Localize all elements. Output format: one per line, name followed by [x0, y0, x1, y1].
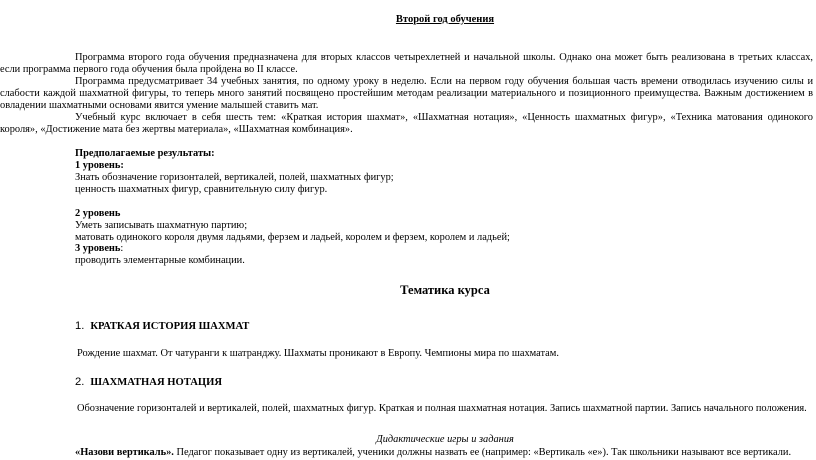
level-2-line: Уметь записывать шахматную партию; [75, 220, 248, 231]
topic-1-heading [75, 320, 249, 333]
document-title: Второй год обучения [395, 14, 495, 25]
topic-1-title: КРАТКАЯ ИСТОРИЯ ШАХМАТ [90, 321, 250, 332]
topic-2-title: ШАХМАТНАЯ НОТАЦИЯ [90, 377, 223, 388]
level-3-line: проводить элементарные комбинации. [75, 255, 245, 266]
level-2-label: 2 уровень [75, 208, 121, 219]
intro-paragraph-1: Программа второго года обучения предназначена для вторых классов четырехлетней и начальной школы. Однако она может быть реализована в третьих классах, если программа первого года обучения была пройдена во II классе. [0, 52, 813, 76]
intro-paragraph-3: Учебный курс включает в себя шесть тем: «Краткая история шахмат», «Шахматная нотация», «Ценность шахматных фигур», «Техника матования одинокого короля», «Достижение мата без жертвы материала», «Шахматная комбинация». [0, 112, 813, 136]
games-heading: Дидактические игры и задания [376, 434, 514, 445]
game-1-name: «Назови вертикаль». [75, 447, 174, 458]
topic-1-description: Рождение шахмат. От чатуранги к шатранджу. Шахматы проникают в Европу. Чемпионы мира по шахматам. [77, 348, 559, 359]
intro-paragraph-2: Программа предусматривает 34 учебных занятия, по одному уроку в неделю. Если на первом году обучения большая часть времени отводилась изучению силы и слабости каждой шахматной фигуры, то теперь много занятий посвящено простейшим методам реализации материального и позиционного преимущества. Важным достижением в овладении шахматными основами явится умение малышей ставить мат. [0, 76, 813, 112]
topic-2-number: 2. [75, 376, 85, 388]
results-heading: Предполагаемые результаты: [75, 148, 215, 159]
topic-2-heading [75, 376, 222, 389]
level-1-line: Знать обозначение горизонталей, вертикалей, полей, шахматных фигур; [75, 172, 394, 183]
level-1-line: ценность шахматных фигур, сравнительную силу фигур. [75, 184, 328, 195]
level-3-label-row [75, 243, 123, 255]
game-1 [75, 447, 791, 459]
level-2-line: матовать одинокого короля двумя ладьями, ферзем и ладьей, королем и ферзем, королем и ладьей; [75, 232, 510, 243]
course-title: Тематика курса [400, 283, 490, 297]
level-3-label: 3 уровень [75, 243, 121, 254]
topic-1-number: 1. [75, 320, 85, 332]
level-1-label: 1 уровень: [75, 160, 124, 171]
game-1-text: Педагог показывает одну из вертикалей, ученики должны назвать ее (например: «Вертикаль «е»). Так школьники называют все вертикали. [173, 447, 792, 458]
topic-2-description: Обозначение горизонталей и вертикалей, полей, шахматных фигур. Краткая и полная шахматная нотация. Запись шахматной партии. Запись начального положения. [77, 403, 807, 414]
level-3-suffix: : [120, 243, 124, 254]
